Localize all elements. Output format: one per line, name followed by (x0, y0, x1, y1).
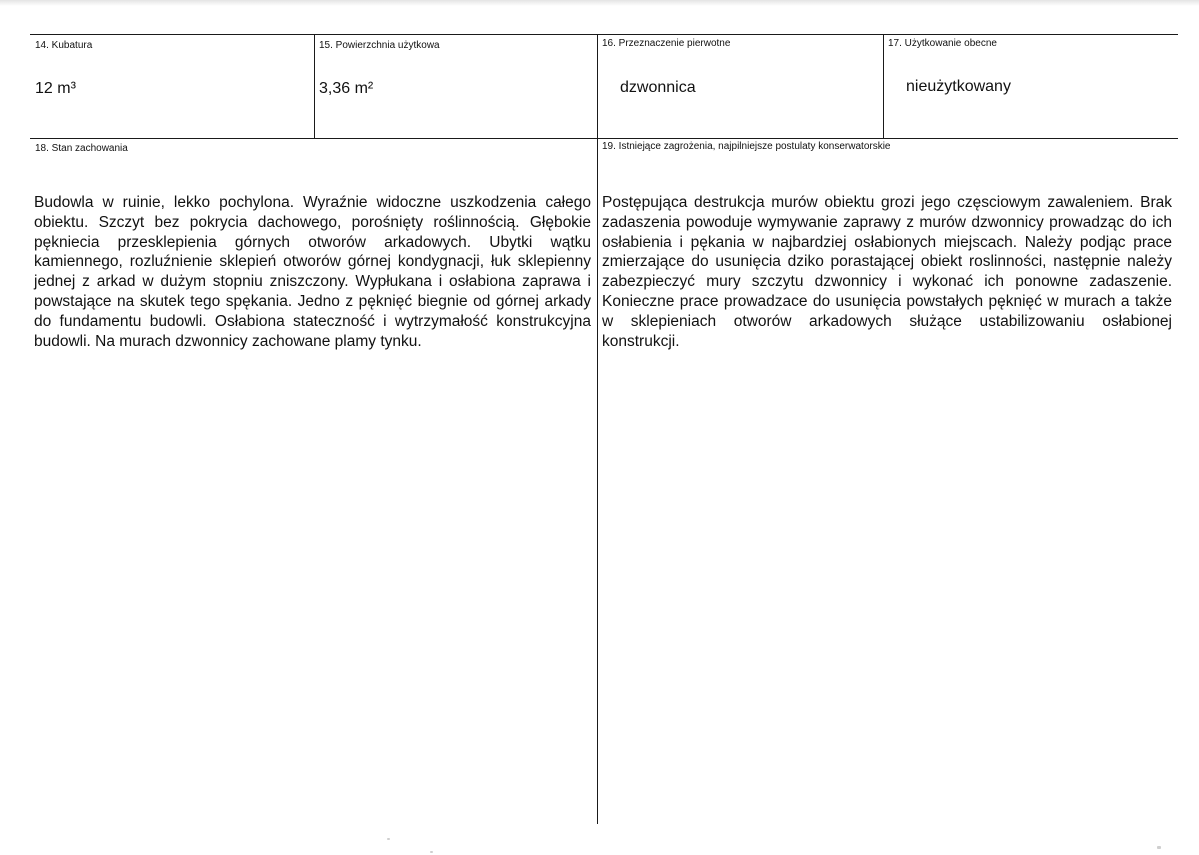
field-label-usable-area: 15. Powierzchnia użytkowa (319, 40, 440, 51)
row-divider (30, 138, 1178, 139)
field-text-threats: Postępująca destrukcja murów obiektu grozi jego częsciowym zawaleniem. Brak zadaszenia powoduje wymywanie zaprawy z murów dzwonnicy prowadząc do ich osłabienia i pękania w najbardziej osłabionych miejscach. Należy podjąc prace zmierzające do usunięcia dziko porastającej obiekt roslinności, następnie należy zabezpieczyć mury szczytu dzwonnicy i wykonać ich ponowne zadaszenie. Konieczne prace prowadzace do usunięcia powstałych pęknięć w murach a także w sklepieniach otworów arkadowych służące ustabilizowaniu osłabionej konstrukcji. (602, 194, 1172, 350)
field-label-condition: 18. Stan zachowania (35, 143, 128, 154)
field-value-original-purpose: dzwonnica (620, 79, 696, 96)
field-value-current-use: nieużytkowany (906, 78, 1011, 95)
field-label-original-purpose: 16. Przeznaczenie pierwotne (602, 38, 731, 49)
scan-edge-shadow (0, 0, 1199, 6)
field-label-threats: 19. Istniejące zagrożenia, najpilniejsze postulaty konserwatorskie (602, 141, 891, 152)
field-value-kubatura: 12 m³ (35, 80, 76, 97)
column-divider-2 (597, 34, 598, 824)
field-label-kubatura: 14. Kubatura (35, 40, 93, 51)
field-value-usable-area: 3,36 m² (319, 80, 374, 97)
field-text-condition: Budowla w ruinie, lekko pochylona. Wyraźnie widoczne uszkodzenia całego obiektu. Szczyt bez pokrycia dachowego, porośnięty roślinnością. Głębokie pękniecia przesklepienia górnych otworów arkadowych. Ubytki wątku kamiennego, rozluźnienie sklepień otworów górnej kondygnacji, łuk sklepienny jednej z arkad w dużym stopniu zniszczony. Wypłukana i osłabiona zaprawa i powstające na skutek tego spękania. Jedno z pęknięć biegnie od górnej arkady do fundamentu budowli. Osłabiona stateczność i wytrzymałość konstrukcyjna budowli. Na murach dzwonnicy zachowane plamy tynku. (34, 194, 591, 350)
table-top-border (30, 34, 1178, 35)
scan-speck (387, 838, 390, 840)
scan-speck (1157, 846, 1161, 849)
column-divider-1 (314, 34, 315, 138)
scan-speck (430, 851, 433, 853)
field-label-current-use: 17. Użytkowanie obecne (888, 38, 997, 49)
column-divider-3 (883, 34, 884, 138)
